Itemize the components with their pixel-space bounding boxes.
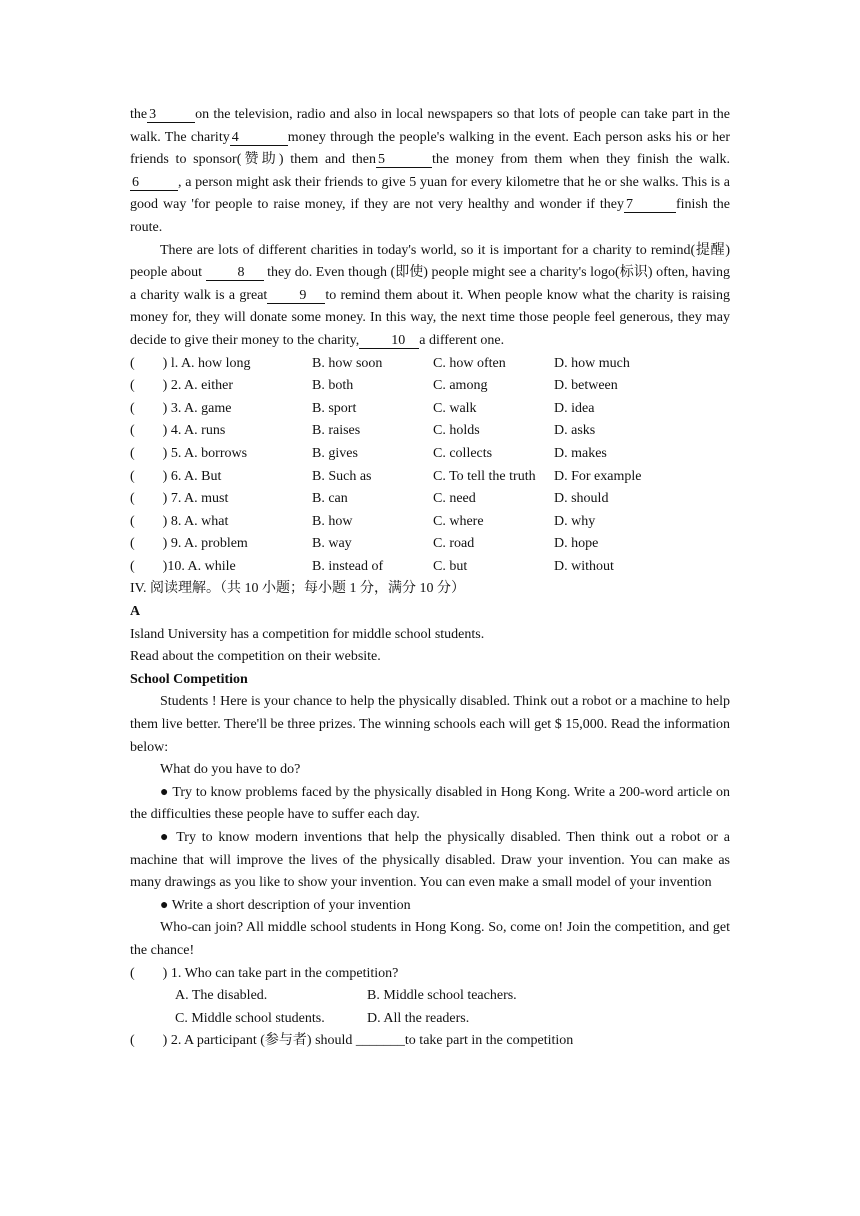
option-a: ( ) 8. A. what <box>130 513 229 529</box>
option-row <box>130 466 730 489</box>
option-c: C. road <box>433 536 475 552</box>
option-row <box>130 533 730 556</box>
blank-5: 5 <box>376 152 432 168</box>
bullet-item: ● Write a short description of your invention <box>160 897 411 913</box>
text-run: , a person might ask their friends to give 5 yuan for every kilometre that he or she walks. This is a good way 'for people to raise money, if they are not very healthy and wonder if they <box>130 174 730 213</box>
blank-10: 10 <box>359 333 419 349</box>
option-row <box>130 420 730 443</box>
option-a: ( ) l. A. how long <box>130 355 251 371</box>
text-run: to remind them about it. When people know what the charity is raising money for, they will donate some money. In this way, the next time those people feel generous, they may decide to give their money to the charity, <box>130 287 731 348</box>
part-label: A <box>130 604 141 620</box>
option-c: C. where <box>433 513 484 529</box>
answer-row <box>175 1008 730 1031</box>
text-run: finish the route. <box>130 197 730 235</box>
option-b: B. both <box>312 378 354 394</box>
option-b: B. how soon <box>312 355 383 371</box>
option-d: D. without <box>554 558 614 574</box>
cloze-paragraph-2 <box>130 240 730 353</box>
option-b: B. gives <box>312 445 358 461</box>
option-c: C. need <box>433 491 476 507</box>
option-d: D. between <box>554 378 618 394</box>
blank-7: 7 <box>624 197 676 213</box>
option-d: D. makes <box>554 445 607 461</box>
option-c: C. collects <box>433 445 493 461</box>
option-c: C. To tell the truth <box>433 468 536 484</box>
article-paragraph: Who-can join? All middle school students in Hong Kong. So, come on! Join the competition, and get the chance! <box>130 920 730 958</box>
option-c: C. holds <box>433 423 480 439</box>
option-row <box>130 511 730 534</box>
option-row <box>130 375 730 398</box>
option-b: B. can <box>312 491 348 507</box>
option-a: ( ) 3. A. game <box>130 400 232 416</box>
text-run: the money from them when they finish the walk. <box>431 152 730 168</box>
option-b: B. Such as <box>312 468 372 484</box>
text-run: the <box>130 107 148 122</box>
text-run: money through the people's walking in the event. Each person asks his or her friends to sponsor(赞助) them and then <box>130 129 730 168</box>
option-a: ( ) 2. A. either <box>130 378 234 394</box>
option-row <box>130 556 730 579</box>
option-b: B. how <box>312 513 353 529</box>
option-row <box>130 488 730 511</box>
options-table <box>130 353 730 579</box>
text-run: they do. Even though (即使) people might see a charity's logo(标识) often, having a charity walk is a great <box>130 265 730 303</box>
text-run: a different one. <box>419 332 505 348</box>
article-paragraph: Students ! Here is your chance to help the physically disabled. Think out a robot or a machine to help them live better. There'll be three prizes. The winning schools each will get $ 15,000. Read the information below: <box>130 694 730 755</box>
option-d: D. asks <box>554 423 596 439</box>
blank-9: 9 <box>267 288 325 304</box>
article-title: School Competition <box>130 671 248 687</box>
option-b: B. raises <box>312 423 361 439</box>
answer-d: D. All the readers. <box>367 1010 470 1026</box>
option-a: ( ) 5. A. borrows <box>130 445 248 461</box>
answer-row <box>175 985 730 1008</box>
answer-b: B. Middle school teachers. <box>367 988 517 1004</box>
option-c: C. walk <box>433 400 477 416</box>
option-d: D. should <box>554 491 609 507</box>
bullet-item: ● Try to know problems faced by the physically disabled in Hong Kong. Write a 200-word article on the difficulties these people have to suffer each day. <box>130 784 730 823</box>
option-row <box>130 353 730 376</box>
option-a: ( ) 9. A. problem <box>130 536 248 552</box>
option-a: ( ) 4. A. runs <box>130 423 226 439</box>
option-d: D. hope <box>554 536 599 552</box>
section-heading: IV. 阅读理解。（共 10 小题；每小题 1 分，满分 10 分） <box>130 581 465 597</box>
blank-3: 3 <box>147 107 195 123</box>
cloze-paragraph-1 <box>130 104 730 240</box>
document-page <box>130 104 730 1053</box>
answer-c: C. Middle school students. <box>175 1010 325 1026</box>
option-a: ( )10. A. while <box>130 558 236 574</box>
intro-line-2: Read about the competition on their website. <box>130 649 381 665</box>
option-c: C. but <box>433 558 468 574</box>
bullet-item: ● Try to know modern inventions that help the physically disabled. Then think out a robot or a machine that will improve the lives of the physically disabled. Draw your invention. You can make as many drawings as you like to show your invention. You can even make a small model of your invention <box>130 830 730 891</box>
blank-8: 8 <box>206 265 264 281</box>
text-run: on the television, radio and also in local newspapers so that lots of people can take part in the walk. The charity <box>130 107 730 145</box>
text-run: There are lots of different charities in today's world, so it is important for a charity to remind(提醒) people about <box>130 242 730 281</box>
option-b: B. sport <box>312 400 357 416</box>
option-b: B. way <box>312 536 352 552</box>
option-a: ( ) 7. A. must <box>130 491 229 507</box>
blank-6: 6 <box>130 175 178 191</box>
option-a: ( ) 6. A. But <box>130 468 222 484</box>
option-d: D. how much <box>554 355 630 371</box>
option-c: C. how often <box>433 355 506 371</box>
option-row <box>130 398 730 421</box>
option-c: C. among <box>433 378 488 394</box>
question-1: ( ) 1. Who can take part in the competition? <box>130 965 399 981</box>
question-2: ( ) 2. A participant (参与者) should _______to take part in the competition <box>130 1033 574 1049</box>
option-d: D. For example <box>554 468 642 484</box>
intro-line-1: Island University has a competition for middle school students. <box>130 626 485 642</box>
blank-4: 4 <box>230 130 288 146</box>
option-d: D. why <box>554 513 596 529</box>
option-b: B. instead of <box>312 558 384 574</box>
option-row <box>130 443 730 466</box>
article-paragraph: What do you have to do? <box>160 762 301 778</box>
option-d: D. idea <box>554 400 595 416</box>
answer-a: A. The disabled. <box>175 988 268 1004</box>
